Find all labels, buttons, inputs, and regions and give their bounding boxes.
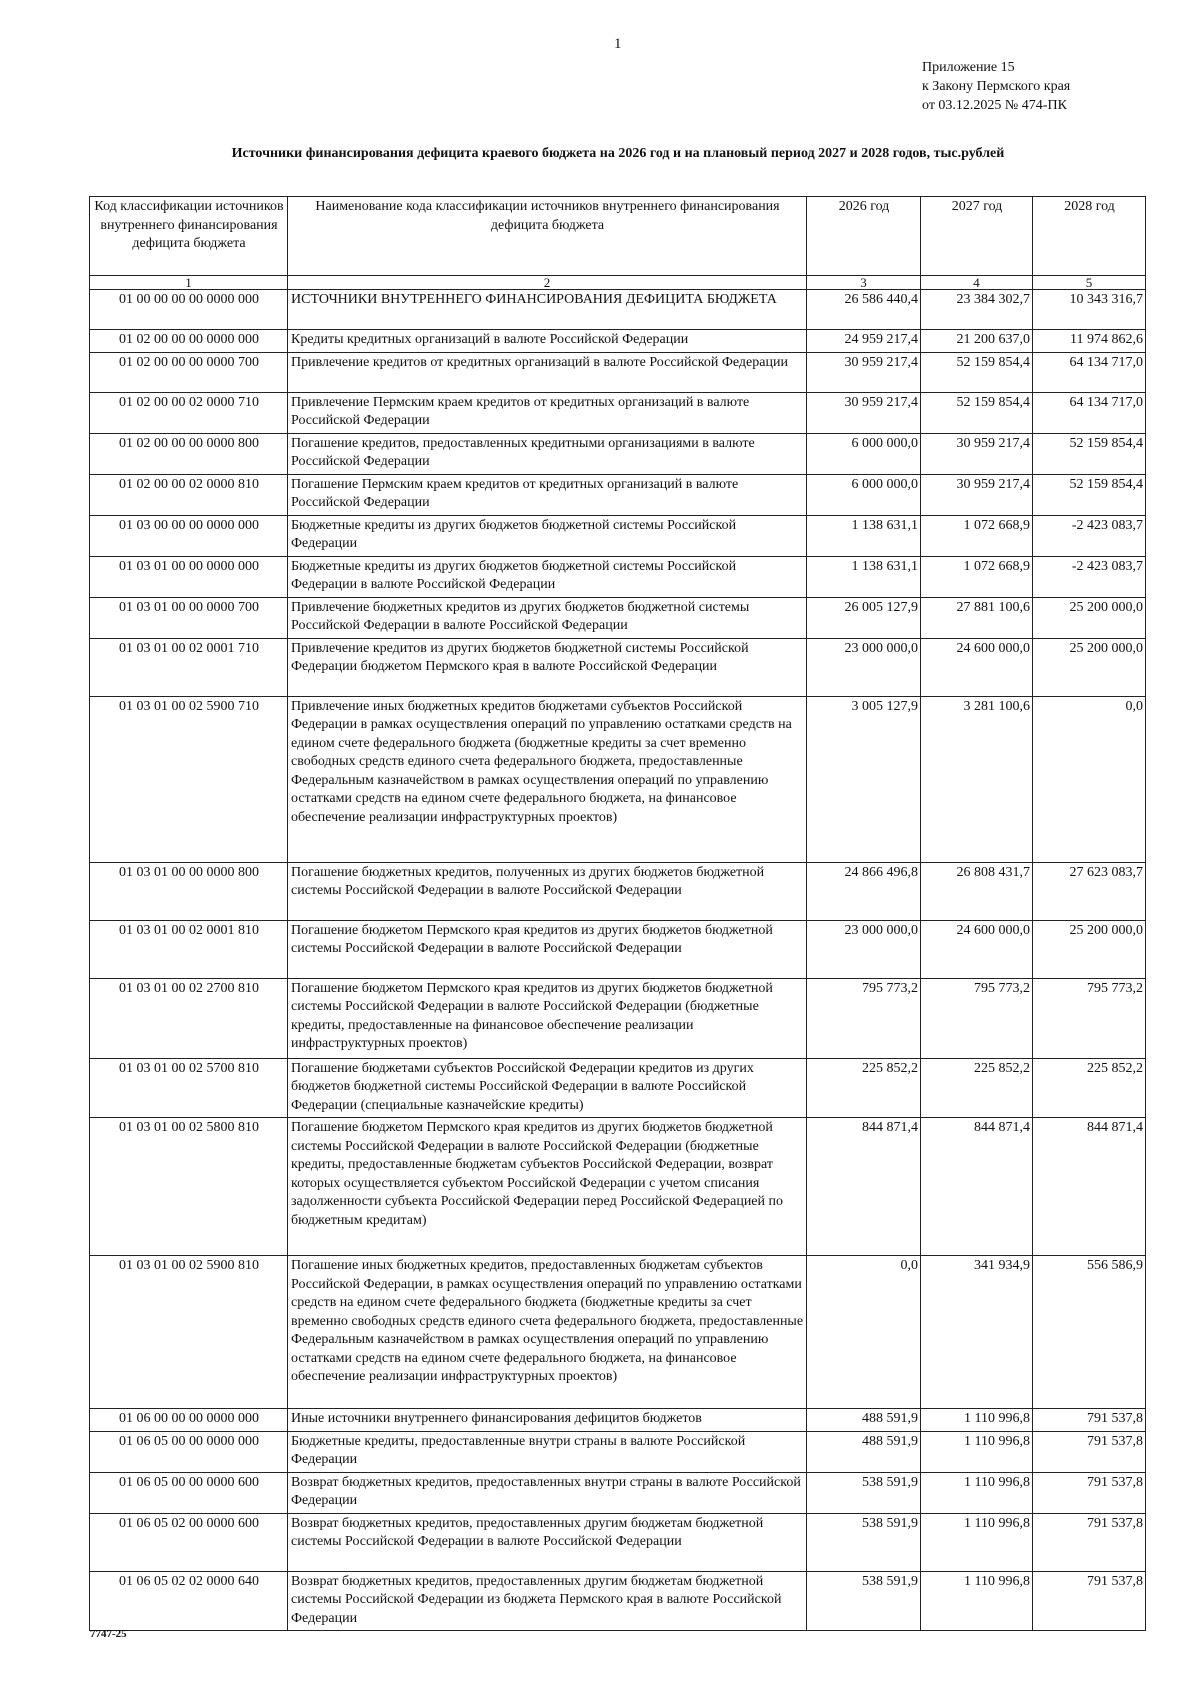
row-value-2027: 1 110 996,8 [921, 1409, 1033, 1432]
financing-sources-table [89, 196, 1146, 1631]
row-value-2027: 225 852,2 [921, 1058, 1033, 1118]
row-code: 01 02 00 00 02 0000 710 [90, 392, 288, 433]
row-code: 01 03 01 00 02 5900 810 [90, 1256, 288, 1409]
row-code: 01 03 01 00 02 5800 810 [90, 1118, 288, 1256]
row-name: Возврат бюджетных кредитов, предоставленных другим бюджетам бюджетной системы Российской Федерации в валюте Российской Федерации [288, 1513, 807, 1571]
row-value-2027: 30 959 217,4 [921, 433, 1033, 474]
row-value-2027: 1 110 996,8 [921, 1571, 1033, 1631]
row-value-2028: -2 423 083,7 [1033, 515, 1146, 556]
table-row [90, 1513, 1146, 1571]
row-value-2028: 64 134 717,0 [1033, 392, 1146, 433]
table-header-row [90, 197, 1146, 276]
row-value-2028: 25 200 000,0 [1033, 920, 1146, 978]
row-code: 01 03 01 00 02 0001 810 [90, 920, 288, 978]
row-value-2028: 791 537,8 [1033, 1513, 1146, 1571]
row-value-2027: 23 384 302,7 [921, 290, 1033, 330]
table-row [90, 392, 1146, 433]
appendix-line: к Закону Пермского края [922, 79, 1071, 94]
row-value-2027: 21 200 637,0 [921, 330, 1033, 353]
row-value-2028: 64 134 717,0 [1033, 352, 1146, 392]
row-value-2027: 1 072 668,9 [921, 556, 1033, 597]
header-code: Код классификации источников внутреннего финансирования дефицита бюджета [90, 197, 288, 276]
row-code: 01 02 00 00 02 0000 810 [90, 474, 288, 515]
table-row [90, 290, 1146, 330]
row-code: 01 06 05 00 00 0000 600 [90, 1472, 288, 1513]
row-value-2027: 26 808 431,7 [921, 862, 1033, 920]
table-row [90, 474, 1146, 515]
row-name: Бюджетные кредиты из других бюджетов бюджетной системы Российской Федерации [288, 515, 807, 556]
row-value-2028: 556 586,9 [1033, 1256, 1146, 1409]
column-number: 3 [807, 276, 921, 290]
row-value-2028: 10 343 316,7 [1033, 290, 1146, 330]
row-value-2028: 0,0 [1033, 696, 1146, 862]
row-code: 01 03 01 00 00 0000 700 [90, 597, 288, 638]
row-value-2026: 488 591,9 [807, 1431, 921, 1472]
table-row [90, 1118, 1146, 1256]
row-name: Погашение бюджетом Пермского края кредитов из других бюджетов бюджетной системы Российской Федерации в валюте Российской Федерации (бюджетные кредиты, предоставленные бюджетам субъектов Российской Федерации, возврат которых осуществляется субъектом Российской Федерации с учетом списания задолженности субъекта Российской Федерации перед Российской Федерацией по бюджетным кредитам) [288, 1118, 807, 1256]
row-name: Погашение иных бюджетных кредитов, предоставленных бюджетам субъектов Российской Федерации, в рамках осуществления операций по управлению остатками средств на едином счете федерального бюджета (бюджетные кредиты за счет временно свободных средств единого счета федерального бюджета, предоставленные Федеральным казначейством в рамках осуществления операций по управлению остатками средств на едином счете федерального бюджета, на финансовое обеспечение реализации инфраструктурных проектов) [288, 1256, 807, 1409]
row-code: 01 03 00 00 00 0000 000 [90, 515, 288, 556]
column-number: 4 [921, 276, 1033, 290]
row-value-2026: 488 591,9 [807, 1409, 921, 1432]
row-name: Привлечение кредитов из других бюджетов бюджетной системы Российской Федерации бюджетом Пермского края в валюте Российской Федерации [288, 638, 807, 696]
row-code: 01 06 00 00 00 0000 000 [90, 1409, 288, 1432]
row-value-2027: 1 110 996,8 [921, 1431, 1033, 1472]
row-value-2027: 52 159 854,4 [921, 392, 1033, 433]
row-value-2026: 30 959 217,4 [807, 392, 921, 433]
row-code: 01 02 00 00 00 0000 000 [90, 330, 288, 353]
table-row [90, 330, 1146, 353]
table-row [90, 352, 1146, 392]
table-row [90, 696, 1146, 862]
row-value-2027: 3 281 100,6 [921, 696, 1033, 862]
row-value-2027: 1 072 668,9 [921, 515, 1033, 556]
row-value-2026: 538 591,9 [807, 1571, 921, 1631]
row-value-2026: 6 000 000,0 [807, 474, 921, 515]
row-name: Привлечение Пермским краем кредитов от кредитных организаций в валюте Российской Федерации [288, 392, 807, 433]
table-row [90, 597, 1146, 638]
row-value-2027: 844 871,4 [921, 1118, 1033, 1256]
document-title: Источники финансирования дефицита краевого бюджета на 2026 год и на плановый период 2027 и 2028 годов, тыс.рублей [231, 146, 1005, 161]
row-value-2026: 795 773,2 [807, 978, 921, 1058]
row-name: Бюджетные кредиты из других бюджетов бюджетной системы Российской Федерации в валюте Российской Федерации [288, 556, 807, 597]
row-code: 01 06 05 02 00 0000 600 [90, 1513, 288, 1571]
row-value-2027: 24 600 000,0 [921, 920, 1033, 978]
row-code: 01 03 01 00 02 5900 710 [90, 696, 288, 862]
table-row [90, 1256, 1146, 1409]
row-code: 01 03 01 00 00 0000 000 [90, 556, 288, 597]
table-row [90, 1409, 1146, 1432]
footer-document-code: 7747-25 [90, 1628, 127, 1640]
table-row [90, 1058, 1146, 1118]
row-value-2026: 24 959 217,4 [807, 330, 921, 353]
row-value-2028: 27 623 083,7 [1033, 862, 1146, 920]
row-name: Погашение бюджетом Пермского края кредитов из других бюджетов бюджетной системы Российской Федерации в валюте Российской Федерации [288, 920, 807, 978]
row-value-2027: 795 773,2 [921, 978, 1033, 1058]
row-value-2028: 52 159 854,4 [1033, 433, 1146, 474]
appendix-header [922, 58, 1070, 115]
row-name: Возврат бюджетных кредитов, предоставленных внутри страны в валюте Российской Федерации [288, 1472, 807, 1513]
row-value-2028: 791 537,8 [1033, 1431, 1146, 1472]
page-number: 1 [614, 36, 622, 52]
row-value-2028: 11 974 862,6 [1033, 330, 1146, 353]
row-value-2028: 791 537,8 [1033, 1472, 1146, 1513]
row-code: 01 03 01 00 00 0000 800 [90, 862, 288, 920]
row-value-2027: 24 600 000,0 [921, 638, 1033, 696]
row-value-2028: 791 537,8 [1033, 1571, 1146, 1631]
row-name: Погашение кредитов, предоставленных кредитными организациями в валюте Российской Федерации [288, 433, 807, 474]
row-value-2026: 225 852,2 [807, 1058, 921, 1118]
row-value-2026: 30 959 217,4 [807, 352, 921, 392]
row-value-2026: 3 005 127,9 [807, 696, 921, 862]
row-value-2026: 23 000 000,0 [807, 638, 921, 696]
row-code: 01 06 05 00 00 0000 000 [90, 1431, 288, 1472]
row-name: Бюджетные кредиты, предоставленные внутри страны в валюте Российской Федерации [288, 1431, 807, 1472]
row-value-2026: 1 138 631,1 [807, 515, 921, 556]
row-value-2027: 1 110 996,8 [921, 1472, 1033, 1513]
row-value-2028: -2 423 083,7 [1033, 556, 1146, 597]
header-name: Наименование кода классификации источников внутреннего финансирования дефицита бюджета [288, 197, 807, 276]
row-value-2026: 26 586 440,4 [807, 290, 921, 330]
header-2027: 2027 год [921, 197, 1033, 276]
row-value-2027: 27 881 100,6 [921, 597, 1033, 638]
row-code: 01 02 00 00 00 0000 800 [90, 433, 288, 474]
table-row [90, 556, 1146, 597]
row-value-2027: 1 110 996,8 [921, 1513, 1033, 1571]
row-name: Погашение бюджетом Пермского края кредитов из других бюджетов бюджетной системы Российской Федерации в валюте Российской Федерации (бюджетные кредиты, предоставленные на финансовое обеспечение реализации инфраструктурных проектов) [288, 978, 807, 1058]
column-number: 2 [288, 276, 807, 290]
table-row [90, 1571, 1146, 1631]
row-code: 01 00 00 00 00 0000 000 [90, 290, 288, 330]
row-value-2028: 52 159 854,4 [1033, 474, 1146, 515]
row-name: Привлечение иных бюджетных кредитов бюджетами субъектов Российской Федерации в рамках осуществления операций по управлению остатками средств на едином счете федерального бюджета (бюджетные кредиты за счет временно свободных средств единого счета федерального бюджета, предоставленные Федеральным казначейством в рамках осуществления операций по управлению остатками средств на едином счете федерального бюджета, на финансовое обеспечение реализации инфраструктурных проектов) [288, 696, 807, 862]
row-name: Погашение бюджетами субъектов Российской Федерации кредитов из других бюджетов бюджетной системы Российской Федерации в валюте Российской Федерации (специальные казначейские кредиты) [288, 1058, 807, 1118]
column-number-row [90, 276, 1146, 290]
row-code: 01 03 01 00 02 5700 810 [90, 1058, 288, 1118]
row-value-2026: 538 591,9 [807, 1513, 921, 1571]
table-row [90, 1431, 1146, 1472]
header-2026: 2026 год [807, 197, 921, 276]
row-value-2026: 0,0 [807, 1256, 921, 1409]
table-row [90, 862, 1146, 920]
table-row [90, 515, 1146, 556]
row-value-2027: 52 159 854,4 [921, 352, 1033, 392]
row-code: 01 06 05 02 02 0000 640 [90, 1571, 288, 1631]
row-value-2028: 844 871,4 [1033, 1118, 1146, 1256]
row-name: Иные источники внутреннего финансирования дефицитов бюджетов [288, 1409, 807, 1432]
table-row [90, 978, 1146, 1058]
table-row [90, 433, 1146, 474]
row-value-2028: 791 537,8 [1033, 1409, 1146, 1432]
column-number: 5 [1033, 276, 1146, 290]
row-name: ИСТОЧНИКИ ВНУТРЕННЕГО ФИНАНСИРОВАНИЯ ДЕФИЦИТА БЮДЖЕТА [288, 290, 807, 330]
row-code: 01 03 01 00 02 0001 710 [90, 638, 288, 696]
row-value-2028: 25 200 000,0 [1033, 597, 1146, 638]
row-name: Привлечение бюджетных кредитов из других бюджетов бюджетной системы Российской Федерации в валюте Российской Федерации [288, 597, 807, 638]
table-row [90, 638, 1146, 696]
row-name: Привлечение кредитов от кредитных организаций в валюте Российской Федерации [288, 352, 807, 392]
row-value-2027: 341 934,9 [921, 1256, 1033, 1409]
row-value-2028: 25 200 000,0 [1033, 638, 1146, 696]
row-value-2026: 24 866 496,8 [807, 862, 921, 920]
row-value-2026: 844 871,4 [807, 1118, 921, 1256]
appendix-line: Приложение 15 [922, 60, 1015, 75]
row-code: 01 02 00 00 00 0000 700 [90, 352, 288, 392]
column-number: 1 [90, 276, 288, 290]
row-value-2028: 225 852,2 [1033, 1058, 1146, 1118]
row-value-2026: 538 591,9 [807, 1472, 921, 1513]
row-name: Кредиты кредитных организаций в валюте Российской Федерации [288, 330, 807, 353]
row-value-2026: 26 005 127,9 [807, 597, 921, 638]
appendix-line: от 03.12.2025 № 474-ПК [922, 98, 1067, 113]
row-name: Погашение Пермским краем кредитов от кредитных организаций в валюте Российской Федерации [288, 474, 807, 515]
row-value-2027: 30 959 217,4 [921, 474, 1033, 515]
table-row [90, 920, 1146, 978]
row-name: Возврат бюджетных кредитов, предоставленных другим бюджетам бюджетной системы Российской Федерации из бюджета Пермского края в валюте Российской Федерации [288, 1571, 807, 1631]
row-value-2028: 795 773,2 [1033, 978, 1146, 1058]
row-value-2026: 6 000 000,0 [807, 433, 921, 474]
row-value-2026: 1 138 631,1 [807, 556, 921, 597]
row-code: 01 03 01 00 02 2700 810 [90, 978, 288, 1058]
header-2028: 2028 год [1033, 197, 1146, 276]
table-row [90, 1472, 1146, 1513]
row-name: Погашение бюджетных кредитов, полученных из других бюджетов бюджетной системы Российской Федерации в валюте Российской Федерации [288, 862, 807, 920]
row-value-2026: 23 000 000,0 [807, 920, 921, 978]
